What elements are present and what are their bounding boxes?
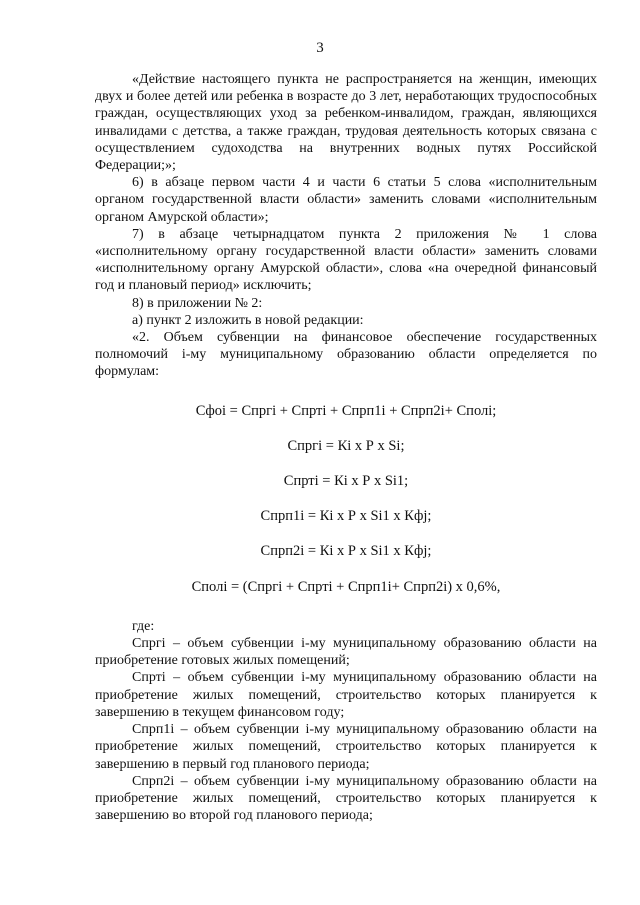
definition-sprg: Спргi – объем субвенции i-му муниципальному образованию области на приобретение готовых жилых помещений; (95, 636, 597, 669)
definition-sprp2: Спрп2i – объем субвенции i-му муниципальному образованию области на приобретение жилых помещений, строительство которых планируется к завершению во второй год планового периода; (95, 773, 597, 824)
page-number: 3 (316, 40, 324, 56)
formula-first-plan-year: Спрп1i = Кi х Р х Si1 х Кфj; (260, 508, 432, 525)
paragraph-item-7: 7) в абзаце четырнадцатом пункта 2 приложения № 1 слова «исполнительному органу государственной власти области» заменить словами «исполнительному органу Амурской области», слова «на очередной финансовый год и плановый период» исключить; (95, 226, 597, 294)
paragraph-subvention-intro: «2. Объем субвенции на финансовое обеспечение государственных полномочий i-му муниципальному образованию области определяется по формулам: (95, 330, 597, 380)
definition-sprp1: Спрп1i – объем субвенции i-му муниципальному образованию области на приобретение жилых помещений, строительство которых планируется к завершению в первый год планового периода; (95, 722, 597, 772)
paragraph-item-8: 8) в приложении № 2: (132, 295, 263, 311)
document-body (95, 71, 597, 824)
paragraph-exemption-quote: «Действие настоящего пункта не распространяется на женщин, имеющих двух и более детей или ребенка в возрасте до 3 лет, неработающих трудоспособных граждан, осуществляющих уход за ребенком-инвалидом, граждан, являющихся инвалидами с детства, а также граждан, трудовая деятельность которых связана с осуществлением судоходства на внутренних водных путях Российской Федерации;»; (95, 72, 597, 174)
paragraph-item-8a: а) пункт 2 изложить в новой редакции: (132, 312, 364, 328)
paragraph-item-6: 6) в абзаце первом части 4 и части 6 статьи 5 слова «исполнительным органом государственной власти области» заменить словами «исполнительным органом Амурской области»; (95, 175, 597, 225)
formula-current-year: Спртi = Кi х Р х Si1; (283, 473, 409, 490)
formula-second-plan-year: Спрп2i = Кi х Р х Si1 х Кфj; (260, 543, 432, 560)
formula-ready-housing: Спргi = Кi х Р х Si; (287, 437, 405, 454)
formula-admin-costs: Сполi = (Спргi + Спртi + Спрп1i+ Спрп2i) х 0,6%, (191, 578, 501, 595)
definition-sprt: Спртi – объем субвенции i-му муниципальному образованию области на приобретение жилых помещений, строительство которых планируется к завершению в текущем финансовом году; (95, 670, 597, 720)
paragraph-where: где: (132, 618, 155, 634)
formula-total: Сфоi = Спргi + Спртi + Спрп1i + Спрп2i+ Сполi; (195, 402, 497, 419)
